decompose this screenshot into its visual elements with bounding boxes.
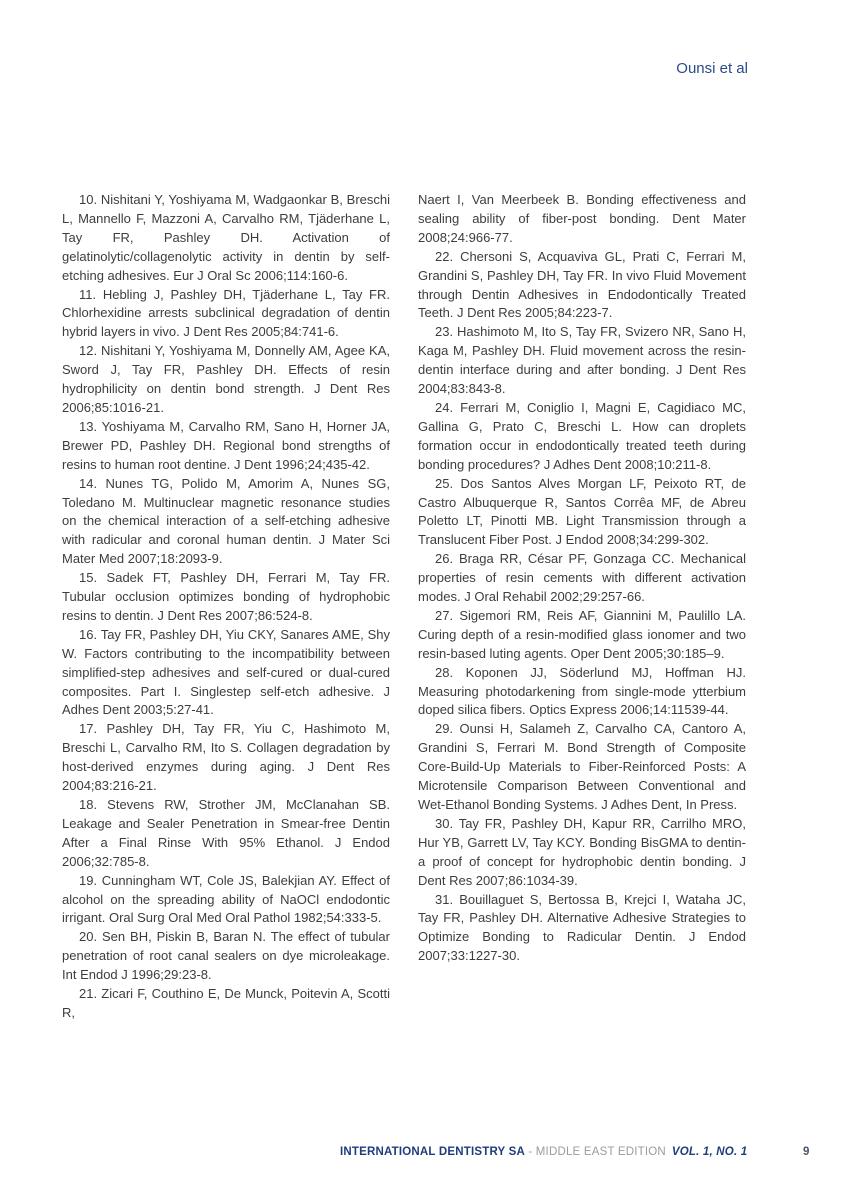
reference-item: 16. Tay FR, Pashley DH, Yiu CKY, Sanares AME, Shy W. Factors contributing to the incompatibility between simplified-step adhesives and self-cured or dual-cured composites. Part I. Singlestep self-etch adhesive. J Adhes Dent 2003;5:27-41. (62, 626, 390, 718)
reference-item: 20. Sen BH, Piskin B, Baran N. The effect of tubular penetration of root canal sealers on dye microleakage. Int Endod J 1996;29:23-8. (62, 929, 390, 983)
reference-item: 29. Ounsi H, Salameh Z, Carvalho CA, Cantoro A, Grandini S, Ferrari M. Bond Strength of Composite Core-Build-Up Materials to Fiber-Reinforced Posts: A Microtensile Comparison Between Conventional and Wet-Ethanol Bonding Systems. J Adhes Dent, In Press. (418, 721, 746, 812)
page-footer (340, 1146, 747, 1158)
reference-item: 24. Ferrari M, Coniglio I, Magni E, Cagidiaco MC, Gallina G, Prato C, Breschi L. How can droplets formation occur in endodontically treated teeth during bonding procedures? J Adhes Dent 2008;10:211-8. (418, 399, 746, 472)
reference-item: 22. Chersoni S, Acquaviva GL, Prati C, Ferrari M, Grandini S, Pashley DH, Tay FR. In vivo Fluid Movement through Dentin Adhesives in Endodontically Treated Teeth. J Dent Res 2005;84:223-7. (418, 248, 746, 321)
reference-item: 15. Sadek FT, Pashley DH, Ferrari M, Tay FR. Tubular occlusion optimizes bonding of hydrophobic resins to dentin. J Dent Res 2007;86:524-8. (62, 570, 390, 623)
footer-separator: - (524, 1146, 536, 1158)
reference-item: 21. Zicari F, Couthino E, De Munck, Poitevin A, Scotti R, (62, 986, 390, 1020)
references-column-right (418, 191, 746, 1023)
reference-item: 19. Cunningham WT, Cole JS, Balekjian AY. Effect of alcohol on the spreading ability of NaOCl endodontic irrigant. Oral Surg Oral Med Oral Pathol 1982;54:333-5. (62, 872, 390, 926)
running-head-author: Ounsi et al (676, 60, 748, 77)
references-section (62, 191, 746, 1023)
references-column-left (62, 191, 390, 1023)
reference-item: 25. Dos Santos Alves Morgan LF, Peixoto RT, de Castro Albuquerque R, Santos Corrêa MF, de Abreu Poletto LT, Pinotti MB. Light Transmission through a Translucent Fiber Post. J Endod 2008;34:299-302. (418, 475, 746, 548)
reference-item: 26. Braga RR, César PF, Gonzaga CC. Mechanical properties of resin cements with different activation modes. J Oral Rehabil 2002;29:257-66. (418, 551, 746, 605)
page-number: 9 (803, 1146, 810, 1158)
reference-item: 28. Koponen JJ, Söderlund MJ, Hoffman HJ. Measuring photodarkening from single-mode ytterbium doped silica fibers. Optics Express 2006;14:11539-44. (418, 664, 746, 718)
reference-item: 27. Sigemori RM, Reis AF, Giannini M, Paulillo LA. Curing depth of a resin-modified glass ionomer and two resin-based luting agents. Oper Dent 2005;30:185–9. (418, 607, 746, 661)
reference-item: 30. Tay FR, Pashley DH, Kapur RR, Carrilho MRO, Hur YB, Garrett LV, Tay KCY. Bonding BisGMA to dentin-a proof of concept for hydrophobic dentin bonding. J Dent Res 2007;86:1034-39. (418, 815, 746, 888)
journal-title: INTERNATIONAL DENTISTRY SA (340, 1146, 525, 1158)
reference-item: 18. Stevens RW, Strother JM, McClanahan SB. Leakage and Sealer Penetration in Smear-free Dentin After a Final Rinse With 95% Ethanol. J Endod 2006;32:785-8. (62, 797, 390, 869)
reference-item: 12. Nishitani Y, Yoshiyama M, Donnelly AM, Agee KA, Sword J, Tay FR, Pashley DH. Effects of resin hydrophilicity on dentin bond strength. J Dent Res 2006;85:1016-21. (62, 343, 390, 415)
reference-item: 23. Hashimoto M, Ito S, Tay FR, Svizero NR, Sano H, Kaga M, Pashley DH. Fluid movement across the resin-dentin interface during and after bonding. J Dent Res 2004;83:843-8. (418, 324, 746, 397)
reference-item: 13. Yoshiyama M, Carvalho RM, Sano H, Horner JA, Brewer PD, Pashley DH. Regional bond strengths of resins to human root dentine. J Dent 1996;24;435-42. (62, 418, 390, 472)
reference-item: 17. Pashley DH, Tay FR, Yiu C, Hashimoto M, Breschi L, Carvalho RM, Ito S. Collagen degradation by host-derived enzymes during aging. J Dent Res 2004;83:216-21. (62, 721, 390, 794)
reference-item: 31. Bouillaguet S, Bertossa B, Krejci I, Wataha JC, Tay FR, Pashley DH. Alternative Adhesive Strategies to Optimize Bonding to Radicular Dentin. J Endod 2007;33:1227-30. (418, 891, 746, 964)
edition-label: MIDDLE EAST EDITION (535, 1146, 666, 1158)
reference-item: 10. Nishitani Y, Yoshiyama M, Wadgaonkar B, Breschi L, Mannello F, Mazzoni A, Carvalho RM, Tjäderhane L, Tay FR, Pashley DH. Activation of gelatinolytic/collagenolytic activity in dentin by self-etching adhesives. Eur J Oral Sc 2006;114:160-6. (62, 192, 390, 283)
reference-item: 14. Nunes TG, Polido M, Amorim A, Nunes SG, Toledano M. Multinuclear magnetic resonance studies on the chemical interaction of a self-etching adhesive with radicular and coronal human dentin. J Mater Sci Mater Med 2007;18:2093-9. (62, 475, 390, 567)
reference-item: 11. Hebling J, Pashley DH, Tjäderhane L, Tay FR. Chlorhexidine arrests subclinical degradation of dentin hybrid layers in vivo. J Dent Res 2005;84:741-6. (62, 286, 390, 340)
volume-label: VOL. 1, NO. 1 (671, 1146, 748, 1158)
reference-item: Naert I, Van Meerbeek B. Bonding effectiveness and sealing ability of fiber-post bonding. Dent Mater 2008;24:966-77. (418, 192, 746, 245)
